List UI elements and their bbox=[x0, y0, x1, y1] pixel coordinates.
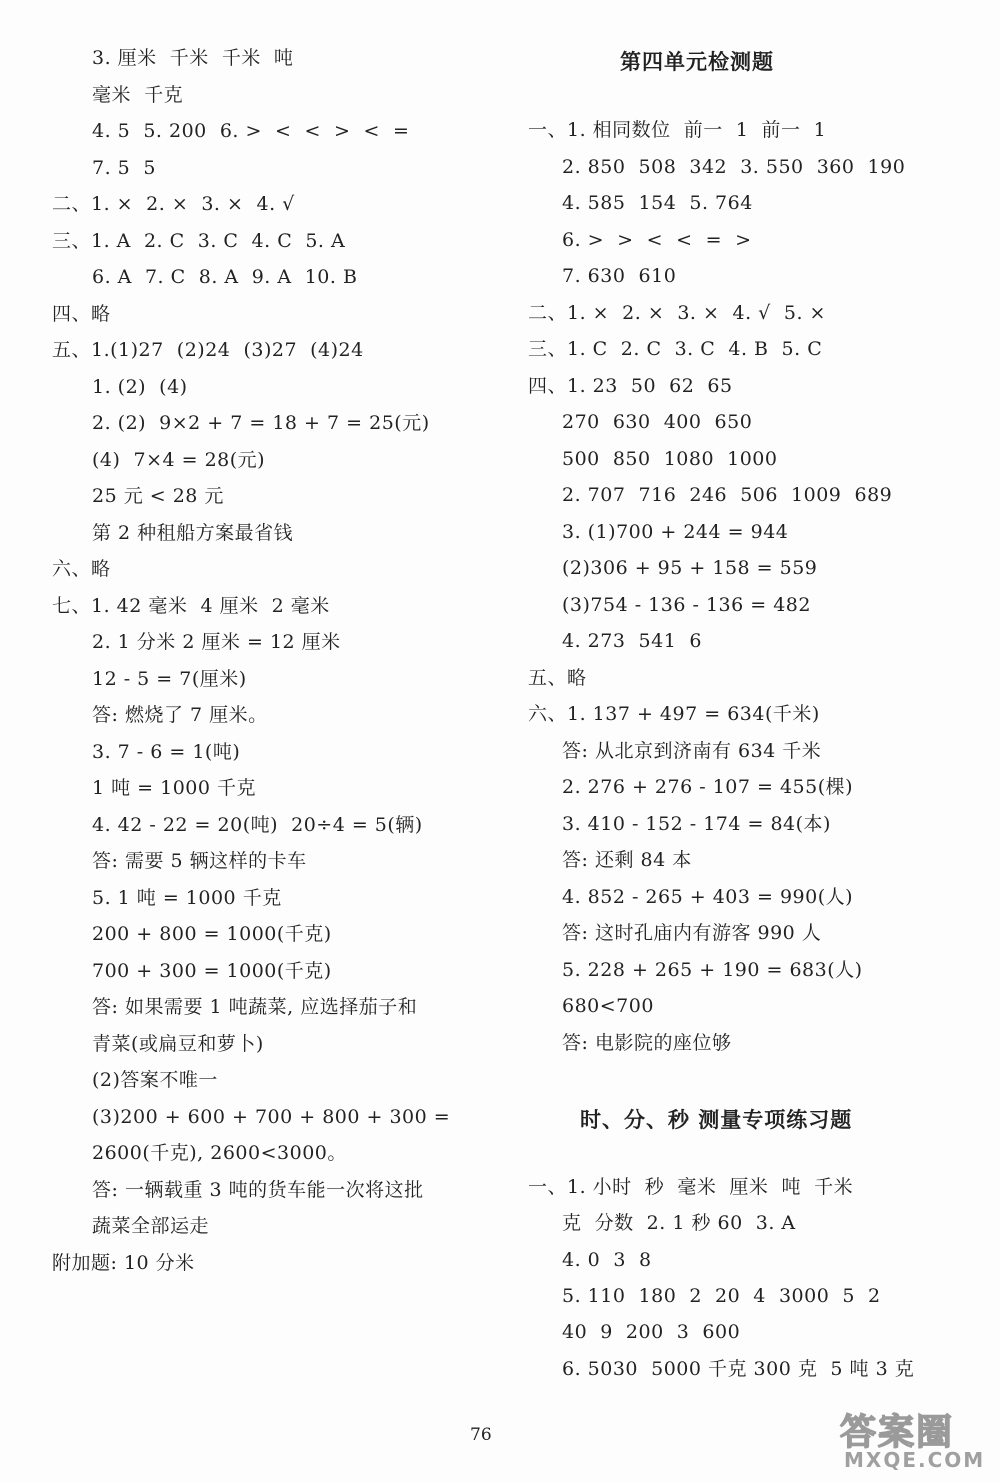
answer-line: 答: 从北京到济南有 634 千米 bbox=[562, 739, 822, 762]
answer-line: 700 + 300 = 1000(千克) bbox=[92, 959, 332, 982]
answer-line: 3. 厘米 千米 千米 吨 bbox=[92, 47, 294, 69]
answer-line: 2. (2) 9×2 + 7 = 18 + 7 = 25(元) bbox=[92, 412, 430, 434]
answer-line: 2. 276 + 276 - 107 = 455(棵) bbox=[562, 776, 854, 798]
answer-line: 25 元 < 28 元 bbox=[92, 485, 224, 507]
answer-line: 4. 5 5. 200 6. > < < > < = bbox=[92, 120, 410, 142]
answer-line: 5. 228 + 265 + 190 = 683(人) bbox=[562, 958, 863, 981]
answer-line: (2)答案不唯一 bbox=[92, 1069, 218, 1091]
answer-line: 3. 7 - 6 = 1(吨) bbox=[92, 740, 241, 763]
answer-line: 3. 410 - 152 - 174 = 84(本) bbox=[562, 812, 831, 835]
answer-line: 答: 燃烧了 7 厘米。 bbox=[92, 704, 268, 726]
answer-line: 5. 1 吨 = 1000 千克 bbox=[92, 886, 282, 909]
answer-line: 2. 707 716 246 506 1009 689 bbox=[562, 484, 893, 506]
page-number: 76 bbox=[470, 1425, 492, 1445]
answer-line: 270 630 400 650 bbox=[562, 411, 753, 433]
answer-line: 四、1. 23 50 62 65 bbox=[528, 374, 733, 397]
answer-line: 1. (2) (4) bbox=[92, 375, 188, 398]
answer-line: 500 850 1080 1000 bbox=[562, 447, 778, 470]
answer-line: 六、略 bbox=[52, 558, 111, 580]
answer-line: 五、1.(1)27 (2)24 (3)27 (4)24 bbox=[52, 339, 364, 361]
answer-line: 3. (1)700 + 244 = 944 bbox=[562, 520, 789, 543]
watermark-url: MXQE.COM bbox=[844, 1448, 986, 1472]
answer-line: 680<700 bbox=[562, 995, 654, 1017]
answer-line: 答: 还剩 84 本 bbox=[562, 849, 692, 871]
watermark-logo bbox=[830, 1402, 990, 1474]
answer-line: 一、1. 相同数位 前一 1 前一 1 bbox=[528, 119, 827, 141]
answer-line: 七、1. 42 毫米 4 厘米 2 毫米 bbox=[52, 594, 330, 617]
answer-line: 三、1. A 2. C 3. C 4. C 5. A bbox=[52, 229, 346, 252]
answer-line: 2. 850 508 342 3. 550 360 190 bbox=[562, 155, 906, 178]
answer-line: 四、略 bbox=[52, 302, 111, 325]
answer-line: 一、1. 小时 秒 毫米 厘米 吨 千米 bbox=[528, 1176, 854, 1198]
answer-line: 6. 5030 5000 千克 300 克 5 吨 3 克 bbox=[562, 1357, 915, 1380]
answer-line: (2)306 + 95 + 158 = 559 bbox=[562, 557, 818, 579]
answer-line: 附加题: 10 分米 bbox=[52, 1251, 195, 1274]
answer-line: 5. 110 180 2 20 4 3000 5 2 bbox=[562, 1284, 881, 1307]
answer-line: 7. 630 610 bbox=[562, 265, 677, 287]
answer-line: (3)200 + 600 + 700 + 800 + 300 = bbox=[92, 1105, 451, 1128]
answer-line: 答: 这时孔庙内有游客 990 人 bbox=[562, 922, 822, 944]
answer-line: 12 - 5 = 7(厘米) bbox=[92, 667, 247, 690]
answer-line: 青菜(或扁豆和萝卜) bbox=[92, 1032, 264, 1055]
answer-line: (4) 7×4 = 28(元) bbox=[92, 448, 266, 471]
answer-line: 二、1. × 2. × 3. × 4. √ bbox=[52, 193, 295, 215]
watermark-logo-text: 答案圈 bbox=[840, 1412, 955, 1453]
answer-line: 7. 5 5 bbox=[92, 156, 156, 179]
answer-line: 三、1. C 2. C 3. C 4. B 5. C bbox=[528, 338, 823, 360]
answer-line: 40 9 200 3 600 bbox=[562, 1321, 741, 1344]
answer-line: 蔬菜全部运走 bbox=[92, 1215, 210, 1237]
answer-line: 4. 42 - 22 = 20(吨) 20÷4 = 5(辆) bbox=[92, 813, 423, 836]
answer-line: 6. A 7. C 8. A 9. A 10. B bbox=[92, 266, 358, 288]
answer-line: 答: 电影院的座位够 bbox=[562, 1031, 732, 1054]
section-title-time-measure: 时、分、秒 测量专项练习题 bbox=[580, 1108, 853, 1132]
answer-line: 1 吨 = 1000 千克 bbox=[92, 777, 257, 799]
answer-line: 二、1. × 2. × 3. × 4. √ 5. × bbox=[528, 301, 826, 324]
answer-line: 六、1. 137 + 497 = 634(千米) bbox=[528, 703, 820, 725]
section-title-unit4: 第四单元检测题 bbox=[620, 50, 774, 74]
answer-line: 答: 如果需要 1 吨蔬菜, 应选择茄子和 bbox=[92, 996, 418, 1018]
answer-line: 2600(千克), 2600<3000。 bbox=[92, 1142, 347, 1164]
answer-line: 4. 585 154 5. 764 bbox=[562, 192, 753, 214]
answer-line: 6. > > < < = > bbox=[562, 228, 752, 251]
answer-line: 4. 0 3 8 bbox=[562, 1248, 652, 1271]
answer-line: 4. 852 - 265 + 403 = 990(人) bbox=[562, 885, 854, 908]
answer-line: 200 + 800 = 1000(千克) bbox=[92, 923, 332, 945]
answer-line: 4. 273 541 6 bbox=[562, 630, 702, 652]
answer-line: 答: 一辆载重 3 吨的货车能一次将这批 bbox=[92, 1178, 424, 1201]
answer-line: 克 分数 2. 1 秒 60 3. A bbox=[562, 1212, 796, 1235]
answer-line: 第 2 种租船方案最省钱 bbox=[92, 521, 294, 544]
answer-line: 毫米 千克 bbox=[92, 83, 184, 106]
answer-line: 2. 1 分米 2 厘米 = 12 厘米 bbox=[92, 631, 341, 653]
answer-line: (3)754 - 136 - 136 = 482 bbox=[562, 593, 811, 616]
answer-line: 答: 需要 5 辆这样的卡车 bbox=[92, 850, 307, 872]
answer-line: 五、略 bbox=[528, 666, 587, 689]
